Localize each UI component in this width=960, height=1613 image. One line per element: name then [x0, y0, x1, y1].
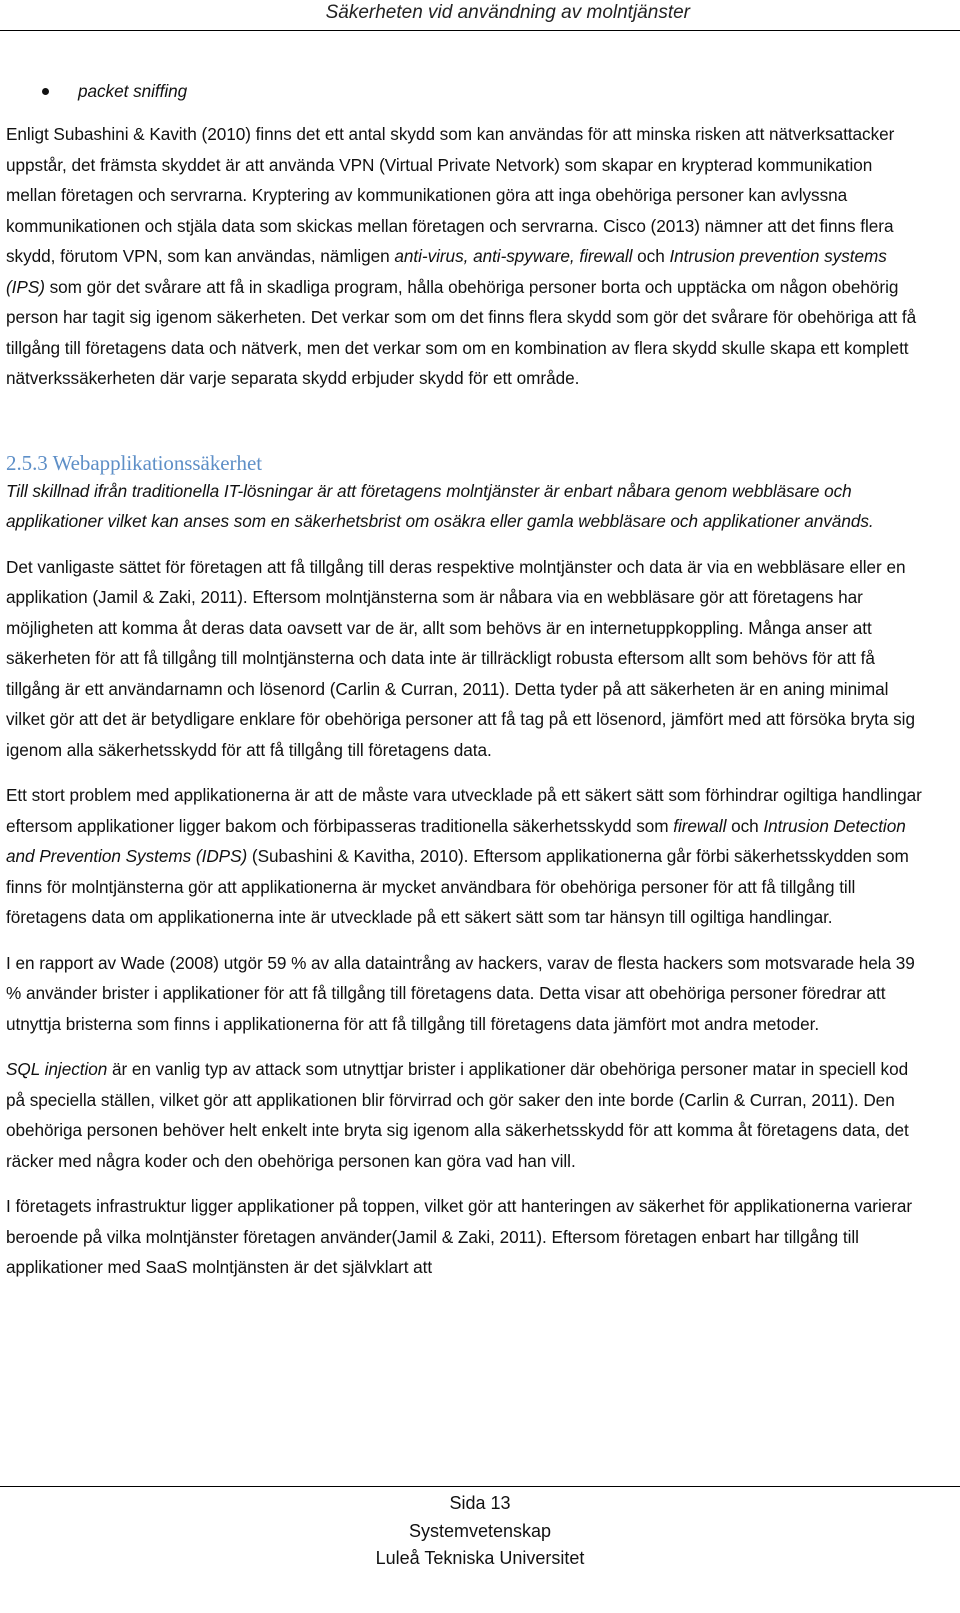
- paragraph-text: (Subashini & Kavitha, 2010). Eftersom applikationerna går förbi säkerhetsskydden som finns för molntjänsterna gör att applikationerna är mycket användbara för obehöriga personer för att få tillgång till företagens data om applikationerna inte är utvecklade på ett säkert sätt som tar hänsyn till ogiltiga handlingar.: [6, 846, 909, 927]
- running-title: Säkerheten vid användning av molntjänster: [325, 2, 690, 23]
- paragraph-text: och: [632, 246, 670, 266]
- footer-department: Systemvetenskap: [408, 1521, 552, 1541]
- page-footer: [0, 1486, 960, 1568]
- emphasis-text: Intrusion prevention systems (IPS): [6, 246, 887, 297]
- bullet-text: packet sniffing: [78, 81, 188, 101]
- emphasis-text: firewall: [673, 815, 727, 836]
- bullet-list: [6, 76, 926, 106]
- paragraph-infrastructure: I företagets infrastruktur ligger applikationer på toppen, vilket gör att hanteringen av säkerhet för applikationerna varierar beroende på vilka molntjänster företagen använder(Jamil & Zaki, 2011). Eftersom företagen enbart har tillgång till applikationer med SaaS molntjänsten är det självklart att: [6, 1196, 913, 1277]
- footer-university: Luleå Tekniska Universitet: [375, 1548, 585, 1568]
- paragraph-text: som gör det svårare att få in skadliga program, hålla obehöriga personer borta och upptäcka om någon obehörig person har tagit sig igenom säkerheten. Det verkar som om det finns flera skydd som gör det svårare för obehöriga att få tillgång till företagens data och nätverk, men det verkar som om en kombination av flera skydd skulle skapa ett komplett nätverkssäkerheten där varje separata skydd erbjuder skydd för ett område.: [6, 276, 917, 388]
- page-number: Sida 13: [449, 1493, 511, 1513]
- paragraph-network-protection: [6, 119, 926, 394]
- list-item: [6, 76, 926, 106]
- section-heading: 2.5.3 Webapplikationssäkerhet: [6, 450, 262, 475]
- page-header: [0, 0, 960, 31]
- emphasis-text: anti-virus, anti-spyware, firewall: [394, 246, 633, 266]
- emphasis-text: SQL injection: [6, 1059, 108, 1079]
- paragraph-text: och: [726, 815, 764, 836]
- paragraph-wade-report: I en rapport av Wade (2008) utgör 59 % av alla dataintrång av hackers, varav de flesta hackers som motsvarade hela 39 % använder brister i applikationer för att få tillgång till företagens data. Detta visar att obehöriga personer föredrar att utnyttja bristerna som finns i applikationerna för att få tillgång till företagens data jämfört mot andra metoder.: [6, 952, 915, 1034]
- paragraph-text: är en vanlig typ av attack som utnyttjar brister i applikationer där obehöriga personer matar in speciell kod på speciella ställen, vilket gör att applikationen blir förvirrad och gör saker den inte borde (Carlin & Curran, 2011). Den obehöriga personen behöver helt enkelt inte bryta sig igenom alla säkerhetsskydd för att komma åt företagens data, det räcker med några koder och den obehöriga personen kan göra vad han vill.: [6, 1059, 909, 1171]
- paragraph-text: Enligt Subashini & Kavith (2010) finns det ett antal skydd som kan användas för att minska risken att nätverksattacker uppstår, det främsta skyddet är att använda VPN (Virtual Private Netvork) som skapar en krypterad kommunikation mellan företagen och servrarna. Kryptering av kommunikationen göra att inga obehöriga personer kan avlyssna kommunikationen och stjäla data som skickas mellan företagen och servrarna. Cisco (2013) nämner att det finns flera skydd, förutom VPN, som kan användas, nämligen: [6, 124, 895, 266]
- paragraph-text: Ett stort problem med applikationerna är att de måste vara utvecklade på ett säkert sätt som förhindrar ogiltiga handlingar eftersom applikationer ligger bakom och förbipasseras traditionella säkerhetsskydd som: [6, 785, 922, 836]
- page-body: [6, 76, 926, 1283]
- section-intro: Till skillnad ifrån traditionella IT-lösningar är att företagens molntjänster är enbart nåbara genom webbläsare och applikationer vilket kan anses som en säkerhetsbrist om osäkra eller gamla webbläsare och applikationer används.: [6, 480, 874, 531]
- bullet-icon: [42, 88, 49, 95]
- emphasis-text: Intrusion Detection and Prevention Systems (IDPS): [6, 815, 906, 866]
- paragraph-access-methods: Det vanligaste sättet för företagen att få tillgång till deras respektive molntjänster och data är via en webbläsare eller en applikation (Jamil & Zaki, 2011). Eftersom molntjänsterna som är nåbara via en webbläsare gör att företagens har möjligheten att komma åt deras data oavsett var de är, allt som behövs är en internetuppkoppling. Många anser att säkerheten för att få tillgång till molntjänsterna och data inte är tillräckligt robusta eftersom allt som behövs för att få tillgång är ett användarnamn och lösenord (Carlin & Curran, 2011). Detta tyder på att säkerheten är en aning minimal vilket gör att det är betydligare enklare för obehöriga personer att få tag på ett lösenord, jämfört med att försöka bryta sig igenom alla säkerhetsskydd för att få tillgång till företagens data.: [6, 556, 915, 760]
- paragraph-application-problem: [6, 780, 926, 933]
- paragraph-sql-injection: [6, 1054, 926, 1176]
